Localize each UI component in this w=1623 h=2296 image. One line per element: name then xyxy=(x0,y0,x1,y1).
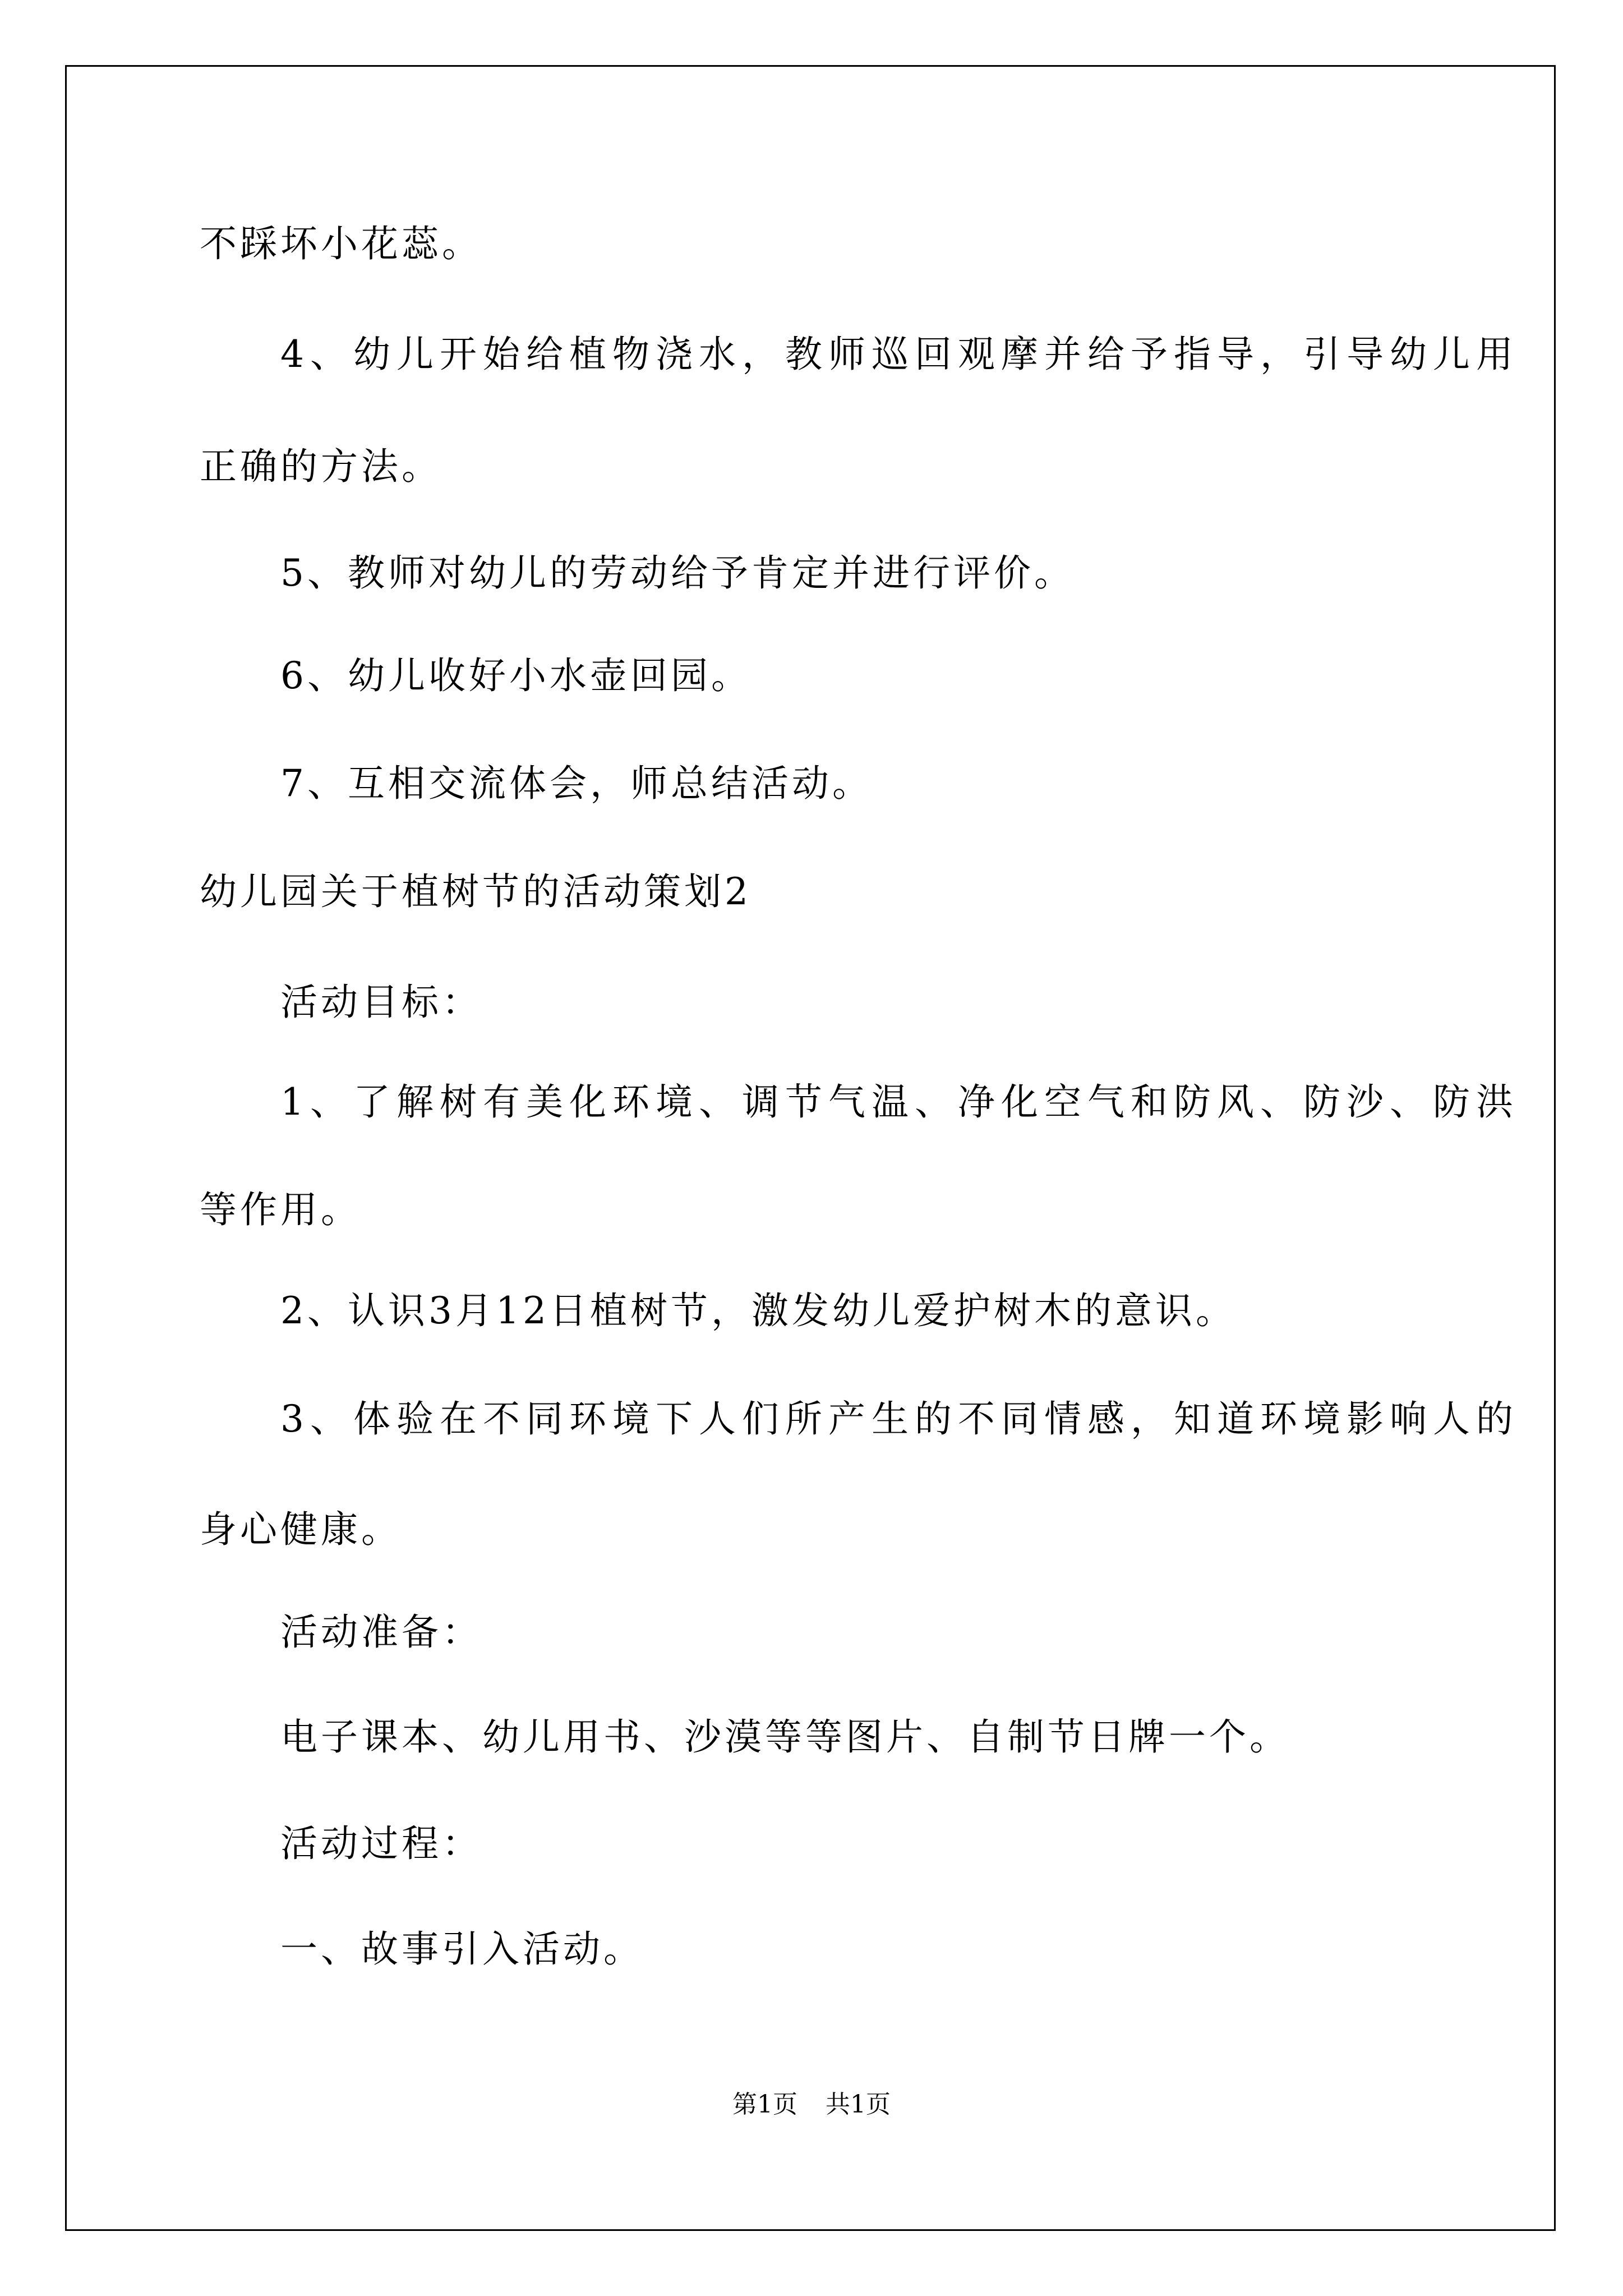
page-number: 第1页 xyxy=(732,2090,797,2119)
total-pages: 共1页 xyxy=(826,2090,891,2119)
paragraph-line: 1、了解树有美化环境、调节气温、净化空气和防风、防沙、防洪 xyxy=(280,1080,1519,1124)
paragraph-line: 不踩坏小花蕊。 xyxy=(200,222,482,265)
paragraph-line: 6、幼儿收好小水壶回园。 xyxy=(280,654,751,697)
subheading: 活动准备： xyxy=(280,1611,482,1654)
page-border xyxy=(65,65,1556,2231)
paragraph-line: 7、互相交流体会，师总结活动。 xyxy=(280,762,873,805)
paragraph-line: 一、故事引入活动。 xyxy=(280,1927,644,1971)
paragraph-line: 2、认识3月12日植树节，激发幼儿爱护树木的意识。 xyxy=(280,1289,1236,1332)
paragraph-line: 4、幼儿开始给植物浇水，教师巡回观摩并给予指导，引导幼儿用 xyxy=(280,333,1519,376)
subheading: 活动目标： xyxy=(280,981,482,1024)
paragraph-line: 3、体验在不同环境下人们所产生的不同情感，知道环境影响人的 xyxy=(280,1397,1519,1441)
subheading: 活动过程： xyxy=(280,1822,482,1865)
paragraph-line: 电子课本、幼儿用书、沙漠等等图片、自制节日牌一个。 xyxy=(280,1715,1290,1759)
section-heading: 幼儿园关于植树节的活动策划2 xyxy=(200,870,751,913)
paragraph-line: 身心健康。 xyxy=(200,1508,402,1551)
paragraph-line: 等作用。 xyxy=(200,1188,361,1231)
page-footer xyxy=(0,2088,1623,2122)
paragraph-line: 正确的方法。 xyxy=(200,445,442,488)
paragraph-line: 5、教师对幼儿的劳动给予肯定并进行评价。 xyxy=(280,551,1075,595)
